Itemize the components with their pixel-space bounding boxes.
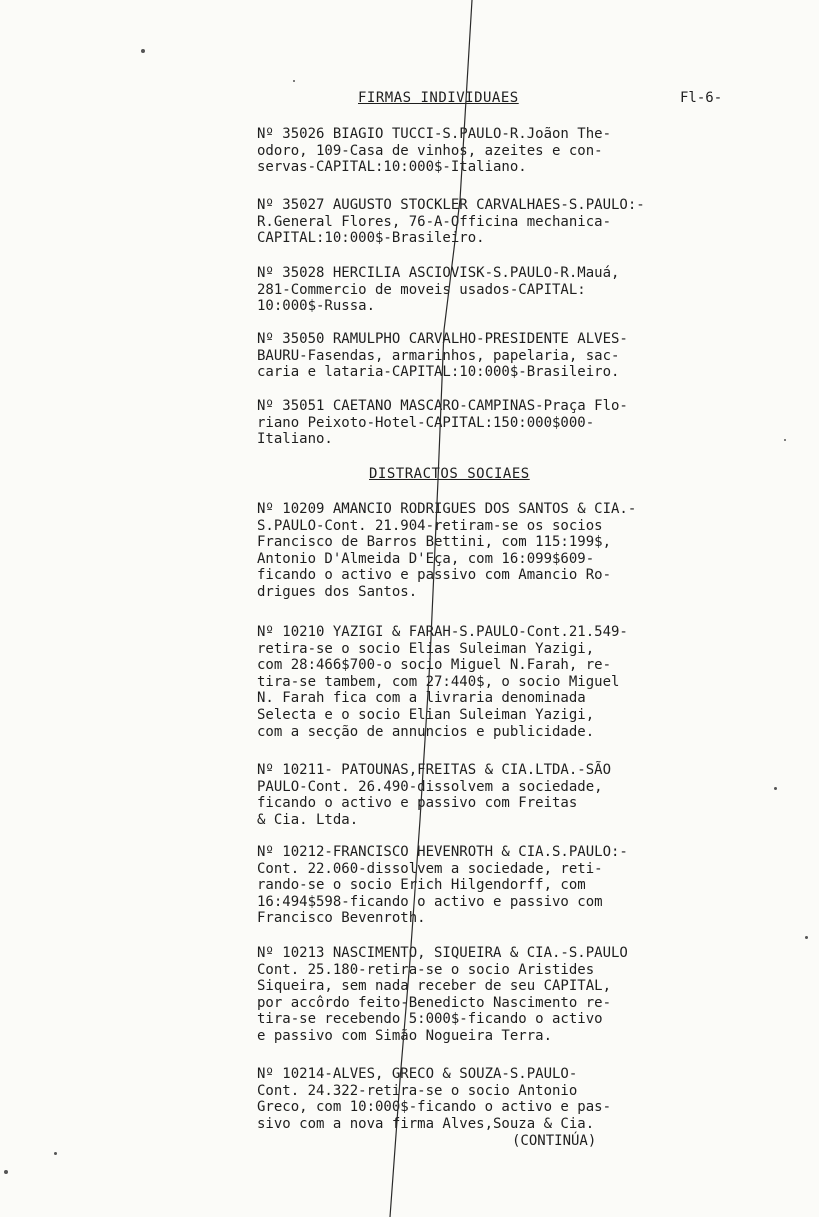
distracto-entry-10214: Nº 10214-ALVES, GRECO & SOUZA-S.PAULO- Cont. 24.322-retira-se o socio Antonio Greco, com 10:000$-ficando o activo e pas- sivo com a nova firma Alves,Souza & Cia. <box>257 1066 612 1132</box>
scan-speck <box>805 936 808 939</box>
distracto-entry-10210: Nº 10210 YAZIGI & FARAH-S.PAULO-Cont.21.549- retira-se o socio Elias Suleiman Yazigi, com 28:466$700-o socio Miguel N.Farah, re- tira-se tambem, com 27:440$, o socio Miguel N. Farah fica com a livraria denominada Selecta e o socio Elian Suleiman Yazigi, com a secção de annuncios e publicidade. <box>257 624 628 740</box>
section-title: DISTRACTOS SOCIAES <box>369 466 530 482</box>
scan-speck <box>4 1170 8 1174</box>
firma-entry-35026: Nº 35026 BIAGIO TUCCI-S.PAULO-R.Joãon The- odoro, 109-Casa de vinhos, azeites e con- servas-CAPITAL:10:000$-Italiano. <box>257 126 612 176</box>
scan-speck <box>774 787 777 790</box>
continua-label: (CONTINÚA) <box>512 1133 597 1149</box>
scan-speck <box>141 49 145 53</box>
distracto-entry-10213: Nº 10213 NASCIMENTO, SIQUEIRA & CIA.-S.PAULO Cont. 25.180-retira-se o socio Aristides Siqueira, sem nada receber de seu CAPITAL, por accôrdo feito-Benedicto Nascimento re- tira-se recebendo 5:000$-ficando o activo e passivo com Simão Nogueira Terra. <box>257 945 628 1044</box>
scan-speck <box>293 80 295 82</box>
firma-entry-35028: Nº 35028 HERCILIA ASCIOVISK-S.PAULO-R.Mauá, 281-Commercio de moveis usados-CAPITAL: 10:000$-Russa. <box>257 265 620 315</box>
distracto-entry-10211: Nº 10211- PATOUNAS,FREITAS & CIA.LTDA.-SÃO PAULO-Cont. 26.490-dissolvem a sociedade, ficando o activo e passivo com Freitas & Cia. Ltda. <box>257 762 612 828</box>
firma-entry-35051: Nº 35051 CAETANO MASCARO-CAMPINAS-Praça Flo- riano Peixoto-Hotel-CAPITAL:150:000$000- Italiano. <box>257 398 628 448</box>
firma-entry-35050: Nº 35050 RAMULPHO CARVALHO-PRESIDENTE ALVES- BAURU-Fasendas, armarinhos, papelaria, sac- caria e lataria-CAPITAL:10:000$-Brasileiro. <box>257 331 628 381</box>
page-number: Fl-6- <box>680 90 723 106</box>
scan-speck <box>784 439 786 441</box>
distracto-entry-10212: Nº 10212-FRANCISCO HEVENROTH & CIA.S.PAULO:- Cont. 22.060-dissolvem a sociedade, reti- rando-se o socio Erich Hilgendorff, com 16:494$598-ficando o activo e passivo com Francisco Bevenroth. <box>257 844 628 927</box>
firma-entry-35027: Nº 35027 AUGUSTO STOCKLER CARVALHAES-S.PAULO:- R.General Flores, 76-A-Officina mechanica- CAPITAL:10:000$-Brasileiro. <box>257 197 645 247</box>
page-title: FIRMAS INDIVIDUAES <box>358 90 519 106</box>
distracto-entry-10209: Nº 10209 AMANCIO RODRIGUES DOS SANTOS & CIA.- S.PAULO-Cont. 21.904-retiram-se os socios Francisco de Barros Bettini, com 115:199$, Antonio D'Almeida D'Eça, com 16:099$609- ficando o activo e passivo com Amancio Ro- drigues dos Santos. <box>257 501 637 600</box>
scan-speck <box>54 1152 57 1155</box>
